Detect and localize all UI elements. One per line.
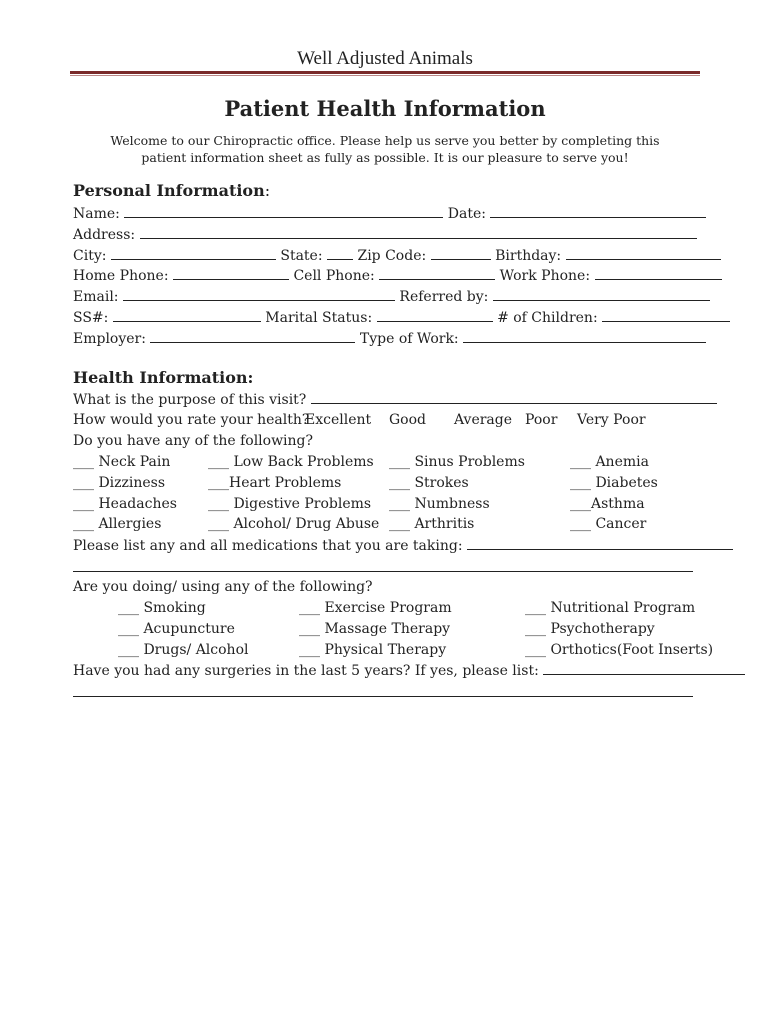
medications-field[interactable] [467,536,733,550]
state-field[interactable] [327,246,353,260]
medications-label: Please list any and all medications that you are taking: [73,538,463,554]
rating-poor[interactable]: Poor [525,412,558,428]
address-row [73,225,697,244]
work-phone-field[interactable] [595,266,722,280]
rating-excellent[interactable]: Excellent [305,412,372,428]
purpose-field[interactable] [311,390,717,404]
activity-drugs-alcohol[interactable]: ___ Drugs/ Alcohol [118,642,249,658]
children-field[interactable] [602,308,730,322]
employer-row [73,329,706,348]
referred-by-field[interactable] [493,287,710,301]
name-row [73,204,706,223]
organization-header: Well Adjusted Animals [297,48,473,69]
city-label: City: [73,248,107,264]
email-field[interactable] [123,287,395,301]
condition-diabetes[interactable]: ___ Diabetes [570,475,658,491]
home-phone-field[interactable] [173,266,289,280]
condition-low-back[interactable]: ___ Low Back Problems [208,454,374,470]
activity-physical-therapy[interactable]: ___ Physical Therapy [299,642,447,658]
surgeries-row [73,661,745,680]
name-field[interactable] [124,204,443,218]
condition-neck-pain[interactable]: ___ Neck Pain [73,454,171,470]
page-title: Patient Health Information [224,96,546,121]
birthday-label: Birthday: [495,248,562,264]
state-label: State: [280,248,323,264]
condition-allergies[interactable]: ___ Allergies [73,516,162,532]
personal-info-heading: Personal Information: [73,181,271,200]
condition-cancer[interactable]: ___ Cancer [570,516,647,532]
purpose-label: What is the purpose of this visit? [73,392,307,408]
using-label: Are you doing/ using any of the following? [73,579,373,595]
header-rule [70,71,700,74]
activity-smoking[interactable]: ___ Smoking [118,600,206,616]
health-info-heading: Health Information: [73,368,254,387]
condition-heart[interactable]: ___Heart Problems [208,475,342,491]
city-row [73,246,721,265]
surgeries-field[interactable] [543,661,745,675]
city-field[interactable] [111,246,276,260]
activity-massage[interactable]: ___ Massage Therapy [299,621,451,637]
email-label: Email: [73,289,119,305]
email-row [73,287,710,306]
address-field[interactable] [140,225,697,239]
condition-strokes[interactable]: ___ Strokes [389,475,469,491]
ssn-label: SS#: [73,310,109,326]
employer-label: Employer: [73,331,146,347]
type-of-work-label: Type of Work: [359,331,459,347]
work-phone-label: Work Phone: [499,268,591,284]
rating-good[interactable]: Good [389,412,427,428]
address-label: Address: [73,227,136,243]
activity-acupuncture[interactable]: ___ Acupuncture [118,621,235,637]
rating-very-poor[interactable]: Very Poor [577,412,646,428]
marital-status-label: Marital Status: [265,310,373,326]
home-phone-label: Home Phone: [73,268,169,284]
name-label: Name: [73,206,120,222]
rating-average[interactable]: Average [454,412,513,428]
surgeries-field-line2[interactable] [73,696,693,697]
condition-digestive[interactable]: ___ Digestive Problems [208,496,372,512]
children-label: # of Children: [497,310,598,326]
employer-field[interactable] [150,329,355,343]
zip-label: Zip Code: [357,248,427,264]
date-field[interactable] [490,204,706,218]
header-rule-thin [70,75,700,76]
condition-arthritis[interactable]: ___ Arthritis [389,516,475,532]
cell-phone-field[interactable] [379,266,495,280]
medications-row [73,536,733,555]
zip-field[interactable] [431,246,491,260]
condition-asthma[interactable]: ___Asthma [570,496,645,512]
following-label: Do you have any of the following? [73,433,314,449]
condition-dizziness[interactable]: ___ Dizziness [73,475,166,491]
marital-status-field[interactable] [377,308,493,322]
phone-row [73,266,722,285]
ssn-field[interactable] [113,308,261,322]
condition-anemia[interactable]: ___ Anemia [570,454,649,470]
type-of-work-field[interactable] [463,329,706,343]
purpose-row [73,390,717,409]
birthday-field[interactable] [566,246,721,260]
condition-headaches[interactable]: ___ Headaches [73,496,177,512]
date-label: Date: [447,206,486,222]
condition-alcohol-drug[interactable]: ___ Alcohol/ Drug Abuse [208,516,380,532]
cell-phone-label: Cell Phone: [293,268,375,284]
rate-label: How would you rate your health? [73,412,310,428]
condition-numbness[interactable]: ___ Numbness [389,496,490,512]
activity-nutritional[interactable]: ___ Nutritional Program [525,600,696,616]
referred-by-label: Referred by: [399,289,489,305]
medications-field-line2[interactable] [73,571,693,572]
activity-orthotics[interactable]: ___ Orthotics(Foot Inserts) [525,642,714,658]
intro-text: Welcome to our Chiropractic office. Please help us serve you better by completing this patient information sheet as fully as possible. It is our pleasure to serve you! [110,133,660,165]
surgeries-label: Have you had any surgeries in the last 5 years? If yes, please list: [73,663,539,679]
activity-psychotherapy[interactable]: ___ Psychotherapy [525,621,655,637]
activity-exercise[interactable]: ___ Exercise Program [299,600,452,616]
condition-sinus[interactable]: ___ Sinus Problems [389,454,525,470]
ssn-row [73,308,730,327]
